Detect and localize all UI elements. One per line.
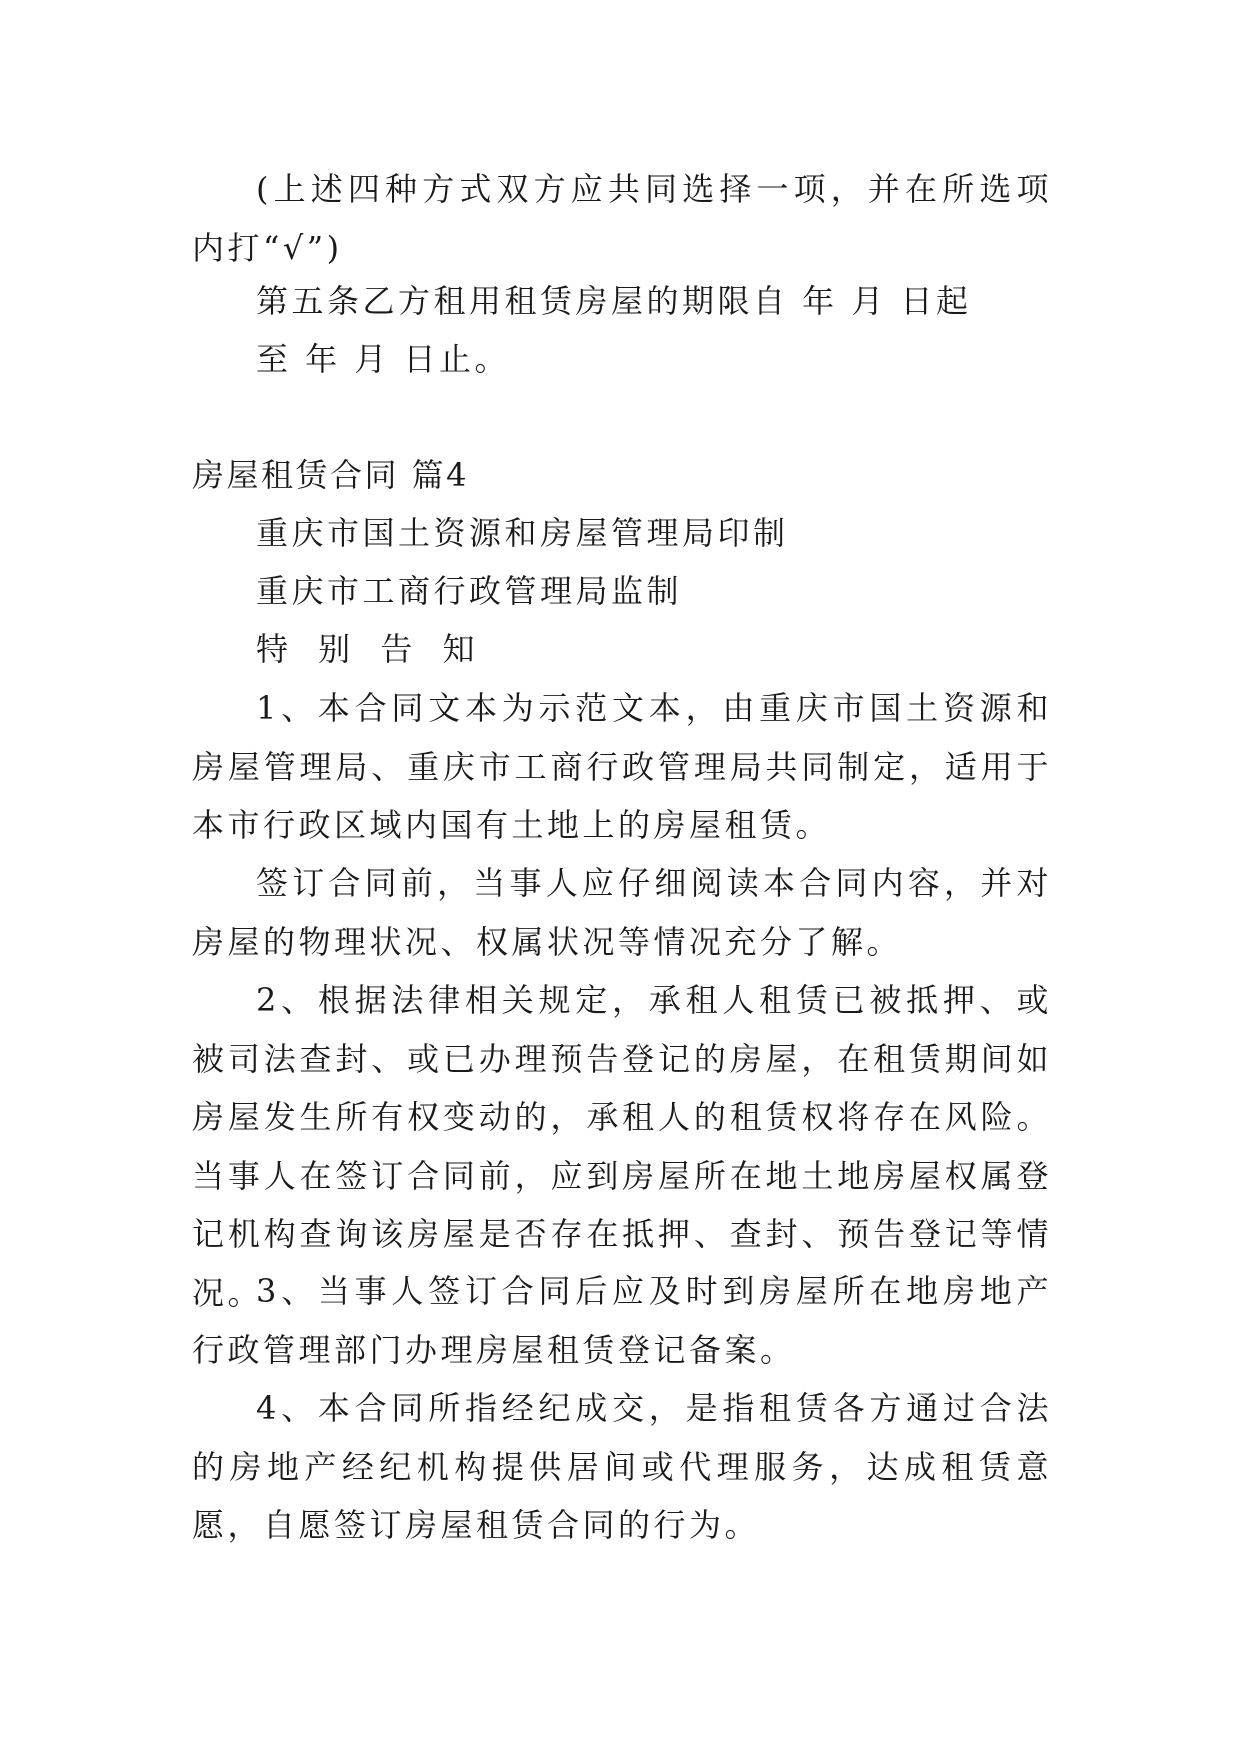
notice-item-1-continued: 签订合同前，当事人应仔细阅读本合同内容，并对房屋的物理状况、权属状况等情况充分了解。: [192, 864, 1052, 961]
paragraph-supervised-by: 重庆市工商行政管理局监制: [256, 572, 683, 610]
notice-item-3: 3、当事人签订合同后应及时到房屋所在地房地产行政管理部门办理房屋租赁登记备案。: [192, 1272, 1052, 1369]
paragraph-selection-note: (上述四种方式双方应共同选择一项，并在所选项内打“√”): [192, 170, 1052, 267]
notice-item-4: 4、本合同所指经纪成交，是指租赁各方通过合法的房地产经纪机构提供居间或代理服务，达成租赁意愿，自愿签订房屋租赁合同的行为。: [192, 1389, 1052, 1544]
paragraph-printed-by: 重庆市国土资源和房屋管理局印制: [256, 514, 789, 552]
paragraph-lease-end: 至 年 月 日止。: [256, 340, 511, 378]
paragraph-article-five: 第五条乙方租用租赁房屋的期限自 年 月 日起: [256, 282, 972, 320]
special-notice-heading: 特 别 告 知: [256, 630, 485, 668]
notice-item-2: 2、根据法律相关规定，承租人租赁已被抵押、或被司法查封、或已办理预告登记的房屋，在租赁期间如房屋发生所有权变动的，承租人的租赁权将存在风险。当事人在签订合同前，应到房屋所在地土地房屋权属登记机构查询该房屋是否存在抵押、查封、预告登记等情况。: [192, 981, 1052, 1312]
section-title: 房屋租赁合同 篇4: [192, 456, 470, 494]
notice-item-1: 1、本合同文本为示范文本，由重庆市国土资源和房屋管理局、重庆市工商行政管理局共同制定，适用于本市行政区域内国有土地上的房屋租赁。: [192, 689, 1052, 844]
